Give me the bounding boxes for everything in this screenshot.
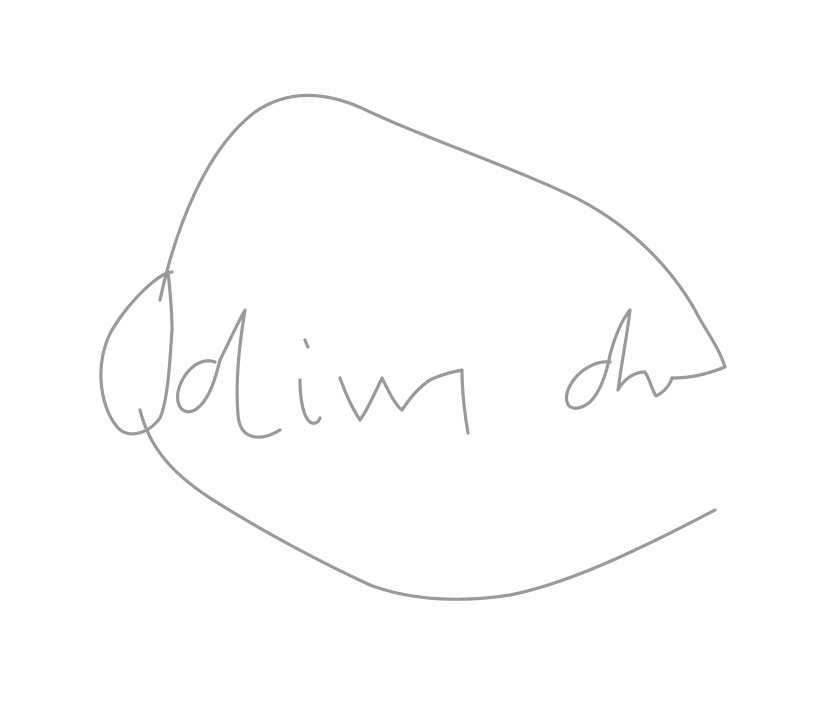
- signature-letter-v-stroke: [340, 370, 468, 433]
- signature-bottom-sweep-stroke: [140, 410, 715, 599]
- signature-letter-i-stroke: [300, 380, 320, 423]
- signature-letter-d-stroke: [178, 310, 280, 437]
- signature-outer-loop-stroke: [160, 95, 725, 378]
- signature-i-dot-stroke: [305, 340, 308, 347]
- signature-final-letter-stroke: [567, 310, 672, 408]
